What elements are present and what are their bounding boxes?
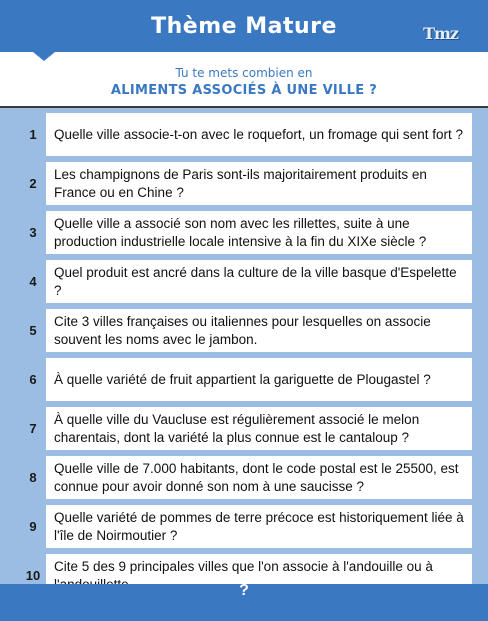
logo: Tmz [423, 24, 458, 43]
questions-panel [0, 106, 488, 585]
question-box [46, 113, 472, 156]
question-row [0, 257, 488, 306]
question-number: 9 [29, 519, 37, 534]
question-number: 7 [29, 421, 37, 436]
question-number: 3 [29, 225, 37, 240]
question-row [0, 355, 488, 404]
question-text: Quelle ville a associé son nom avec les rillettes, suite à une production industrielle locale intensive à la fin du XIXe siècle ? [54, 215, 427, 249]
question-text: Quelle ville de 7.000 habitants, dont le code postal est le 25500, est connue pour avoir donné son nom à une saucisse ? [54, 460, 459, 494]
question-row [0, 404, 488, 453]
question-box [46, 505, 472, 548]
question-row [0, 453, 488, 502]
question-text: À quelle variété de fruit appartient la gariguette de Plougastel ? [54, 371, 431, 387]
question-box [46, 211, 472, 254]
question-number: 10 [25, 568, 41, 583]
question-row [0, 306, 488, 355]
question-box [46, 309, 472, 352]
topic-title: ALIMENTS ASSOCIÉS À UNE VILLE ? [110, 83, 378, 98]
question-box [46, 260, 472, 303]
question-number: 2 [29, 176, 37, 191]
subtitle: Tu te mets combien en [175, 66, 313, 80]
header-notch [33, 52, 55, 61]
question-box [46, 358, 472, 401]
question-text: Cite 3 villes françaises ou italiennes pour lesquelles on associe souvent les noms avec le jambon. [54, 313, 431, 347]
help-button[interactable]: ? [239, 582, 249, 599]
question-row [0, 110, 488, 159]
question-box [46, 456, 472, 499]
question-number: 8 [29, 470, 37, 485]
question-box [46, 162, 472, 205]
question-text: Quelle ville associe-t-on avec le roquefort, un fromage qui sent fort ? [54, 126, 463, 142]
header-bar [0, 0, 488, 52]
page-title: Thème Mature [151, 14, 337, 39]
question-row [0, 208, 488, 257]
question-text: À quelle ville du Vaucluse est régulièrement associé le melon charentais, dont la variété la plus connue est le cantaloup ? [54, 411, 420, 445]
question-text: Les champignons de Paris sont-ils majoritairement produits en France ou en Chine ? [54, 166, 427, 200]
question-row [0, 502, 488, 551]
question-text: Quel produit est ancré dans la culture de la ville basque d'Espelette ? [54, 264, 457, 298]
question-number: 6 [29, 372, 37, 387]
question-number: 4 [29, 274, 37, 289]
question-row [0, 159, 488, 208]
question-text: Quelle variété de pommes de terre précoce est historiquement liée à l'île de Noirmoutier ? [54, 509, 464, 543]
question-box [46, 407, 472, 450]
question-text: Cite 5 des 9 principales villes que l'on associe à l'andouille ou à [54, 558, 433, 574]
question-number: 5 [29, 323, 37, 338]
question-number: 1 [29, 127, 37, 142]
